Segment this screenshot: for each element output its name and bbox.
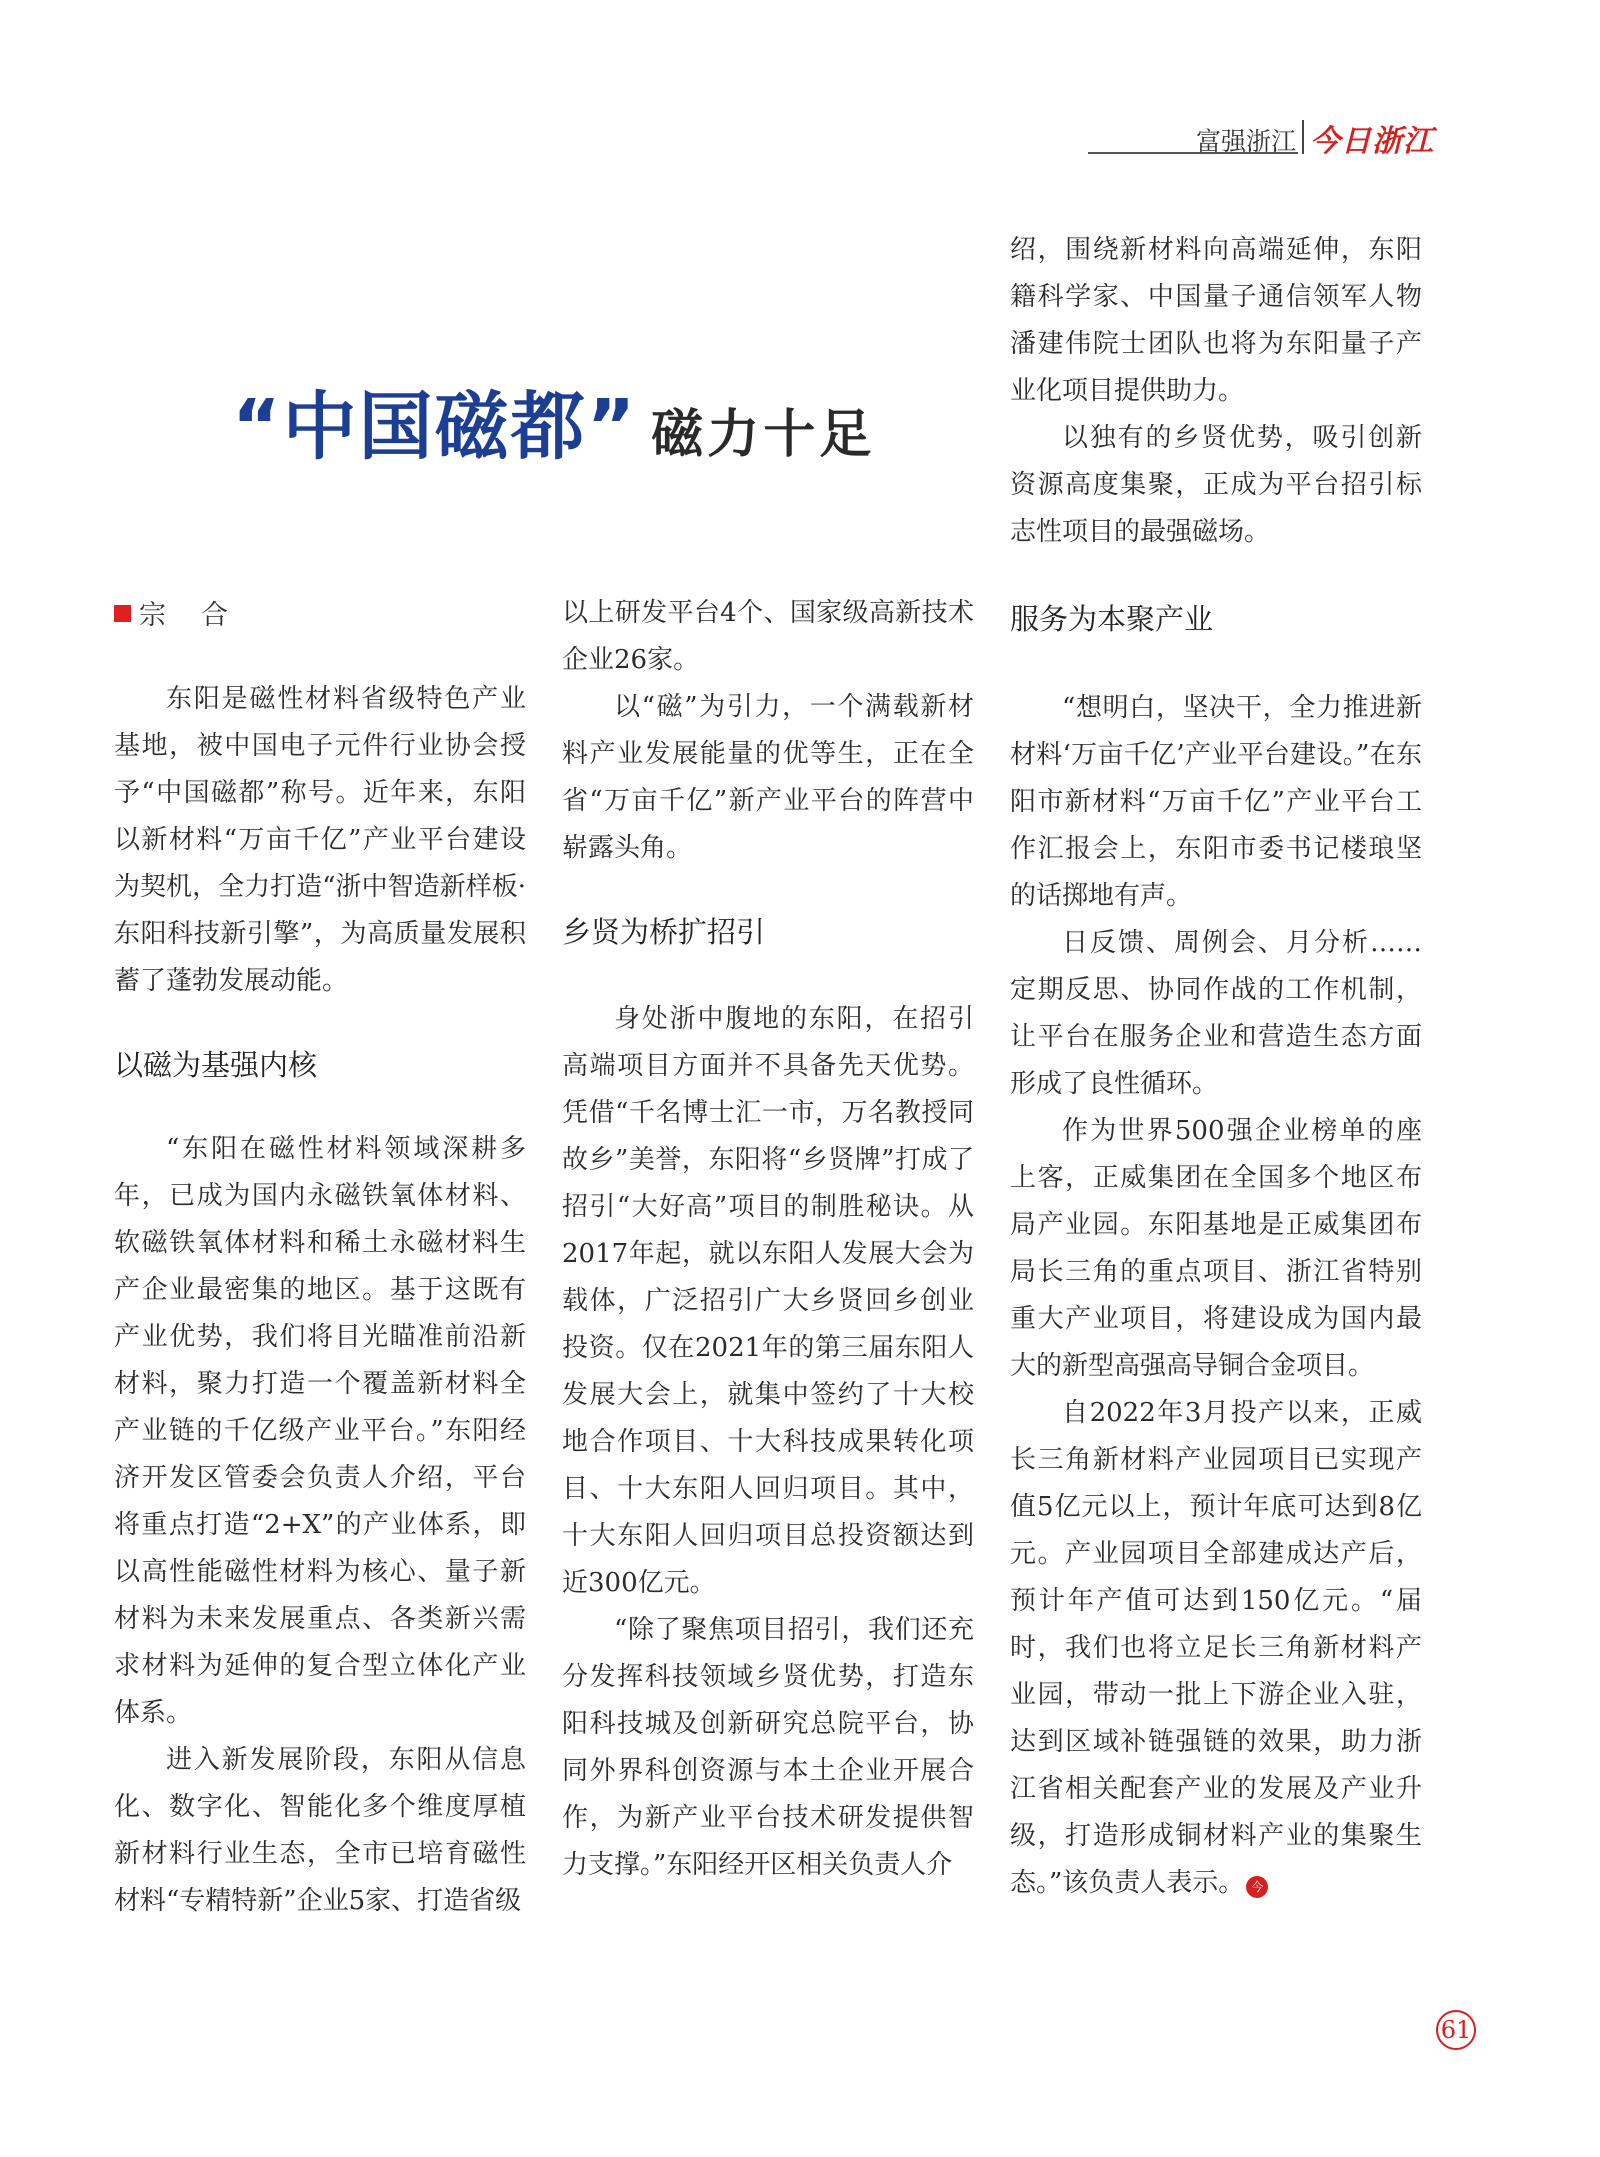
paragraph: 作为世界500强企业榜单的座上客，正威集团在全国多个地区布局产业园。东阳基地是正威集团布局长三角的重点项目、浙江省特别重大产业项目，将建设成为国内最大的新型高强高导铜合金项目。	[1010, 1116, 1422, 1381]
paragraph-continued: 绍，围绕新材料向高端延伸，东阳籍科学家、中国量子通信领军人物潘建伟院士团队也将为东阳量子产业化项目提供助力。	[1010, 235, 1422, 406]
paragraph-final	[1010, 1390, 1422, 1907]
paragraph: 身处浙中腹地的东阳，在招引高端项目方面并不具备先天优势。凭借“千名博士汇一市，万名教授同故乡”美誉，东阳将“乡贤牌”打成了招引“大好高”项目的制胜秘诀。从2017年起，就以东阳人发展大会为载体，广泛招引广大乡贤回乡创业投资。仅在2021年的第三届东阳人发展大会上，就集中签约了十大校地合作项目、十大科技成果转化项目、十大东阳人回归项目。其中，十大东阳人回归项目总投资额达到近300亿元。	[562, 1004, 974, 1598]
header-separator	[1302, 120, 1304, 154]
section-heading-2: 乡贤为桥扩招引	[562, 915, 766, 949]
column-1	[114, 592, 526, 1925]
spacer	[114, 639, 526, 676]
paragraph: “东阳在磁性材料领域深耕多年，已成为国内永磁铁氧体材料、软磁铁氧体材料和稀土永磁材料生产企业最密集的地区。基于这既有产业优势，我们将目光瞄准前沿新材料，聚力打造一个覆盖新材料全产业链的千亿级产业平台。”东阳经济开发区管委会负责人介绍，平台将重点打造“2+X”的产业体系，即以高性能磁性材料为核心、量子新材料为未来发展重点、各类新兴需求材料为延伸的复合型立体化产业体系。	[114, 1134, 526, 1728]
paragraph: 进入新发展阶段，东阳从信息化、数字化、智能化多个维度厚植新材料行业生态，全市已培育磁性材料“专精特新”企业5家、打造省级	[114, 1745, 526, 1916]
paragraph: “除了聚焦项目招引，我们还充分发挥科技领域乡贤优势，打造东阳科技城及创新研究总院平台，协同外界科创资源与本土企业开展合作，为新产业平台技术研发提供智力支撑。”东阳经开区相关负责人介	[562, 1615, 974, 1880]
magazine-logo: 今日浙江	[1310, 124, 1434, 159]
author-marker-icon	[114, 605, 131, 622]
paragraph: 以独有的乡贤优势，吸引创新资源高度集聚，正成为平台招引标志性项目的最强磁场。	[1010, 423, 1422, 547]
article-title	[232, 368, 875, 474]
end-mark-icon: 今	[1246, 1876, 1268, 1898]
intro-paragraph: 东阳是磁性材料省级特色产业基地，被中国电子元件行业协会授予“中国磁都”称号。近年来，东阳以新材料“万亩千亿”产业平台建设为契机，全力打造“浙中智造新样板·东阳科技新引擎”，为高质量发展积蓄了蓬勃发展动能。	[114, 684, 526, 996]
title-sub: 磁力十足	[651, 404, 876, 465]
column-2	[562, 590, 974, 1889]
page-number: 61	[1436, 2010, 1476, 2050]
author-line	[114, 592, 526, 639]
paragraph-continued: 以上研发平台4个、国家级高新技术企业26家。	[562, 598, 974, 675]
paragraph: 日反馈、周例会、月分析……定期反思、协同作战的工作机制，让平台在服务企业和营造生态方面形成了良性循环。	[1010, 928, 1422, 1099]
author-name: 宗 合	[139, 600, 232, 631]
section-heading-3: 服务为本聚产业	[1010, 602, 1214, 636]
title-main: “中国磁都”	[232, 384, 638, 470]
header-section-label: 富强浙江	[1196, 127, 1297, 156]
section-heading-1: 以磁为基强内核	[114, 1048, 318, 1082]
paragraph: “想明白，坚决干，全力推进新材料‘万亩千亿’产业平台建设。”在东阳市新材料“万亩千亿”产业平台工作汇报会上，东阳市委书记楼琅坚的话掷地有声。	[1010, 693, 1422, 911]
final-text: 自2022年3月投产以来，正威长三角新材料产业园项目已实现产值5亿元以上，预计年底可达到8亿元。产业园项目全部建成达产后，预计年产值可达到150亿元。“届时，我们也将立足长三角新材料产业园，带动一批上下游企业入驻，达到区域补链强链的效果，助力浙江省相关配套产业的发展及产业升级，打造形成铜材料产业的集聚生态。”该负责人表示。	[1010, 1398, 1422, 1898]
column-3	[1010, 227, 1422, 1907]
paragraph: 以“磁”为引力，一个满载新材料产业发展能量的优等生，正在全省“万亩千亿”新产业平台的阵营中崭露头角。	[562, 692, 974, 863]
